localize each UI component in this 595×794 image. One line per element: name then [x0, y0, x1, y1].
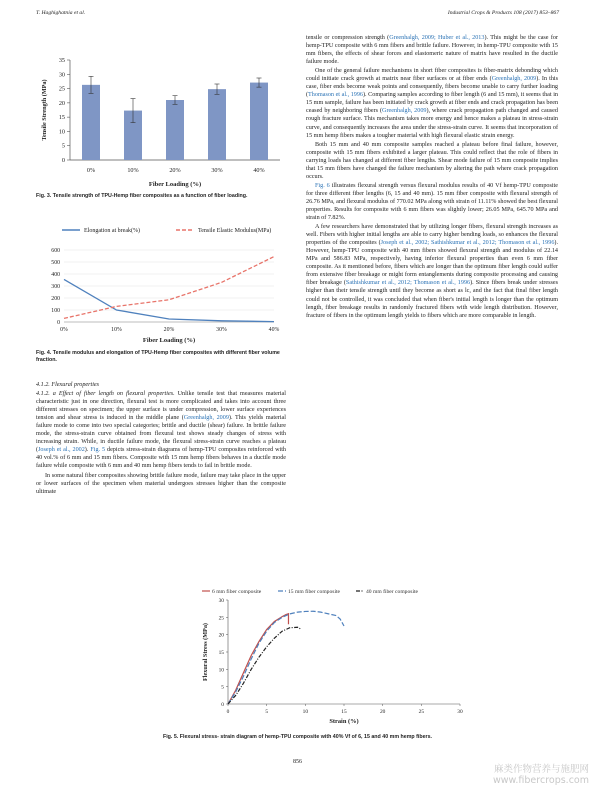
- paragraph: 4.1.2. a Effect of fiber length on flexural properties. Unlike tensile test that measures material characteristic just in one direction, flexural test is more complicated and takes into account three different stresses on specimen; the upper surface is under compression, lower surface experiences tension and shear stress is induced in the middle plane (Greenhalgh, 2009). This yields material failure mode to come into two special categories; brittle and ductile (shear) failure. In brittle failure mode, the stress-strain curve obtained from flexural test shows steady changes of stress with increasing strain. While, in ductile failure mode, the flexural stress-strain curve reaches a plateau (Joseph et al., 2002). Fig. 5 depicts stress-strain diagrams of hemp-TPU composites reinforced with 40 vol.% of 6 mm and 15 mm fibers. Composite with 15 mm hemp fibers behaves in a ductile mode failure while composite with 6 mm and 40 mm hemp fibers tends to fail in brittle mode.: [36, 391, 286, 470]
- y-tick-label: 0: [221, 702, 224, 708]
- x-tick-label: 25: [418, 709, 425, 715]
- legend-label: 40 mm fiber composite: [366, 589, 419, 595]
- paragraph: Both 15 mm and 40 mm composite samples reached a plateau before final failure, however, composite with 15 mm fibers exhibited a larger plateau. This could reflect that the role of fibers in carrying loads has changed at different fiber lengths. Shear mode failure of 15 mm composite implies that 15 mm fibers have changed the failure mechanism by altering the path where crack propagation occurs.: [306, 141, 558, 180]
- bar: [166, 100, 184, 160]
- fig3-caption: Fig. 3. Tensile strength of TPU-Hemp fiber composites as a function of fiber loading.: [36, 193, 248, 199]
- y-tick-label: 400: [51, 272, 60, 278]
- y-tick-label: 30: [218, 598, 224, 604]
- citation-link[interactable]: Thomason et al., 1996: [308, 92, 363, 99]
- y-tick-label: 300: [51, 284, 60, 290]
- figure-link[interactable]: Fig. 5: [90, 447, 106, 454]
- y-axis-label: Tensile Strength (MPa): [41, 79, 48, 141]
- fig3-chart: [36, 54, 286, 190]
- y-tick-label: 20: [218, 632, 224, 639]
- series-line: [228, 611, 344, 704]
- y-tick-label: 0: [57, 320, 60, 326]
- x-tick-label: 30%: [211, 167, 223, 174]
- x-tick-label: 10: [302, 709, 309, 715]
- y-tick-label: 30: [58, 71, 65, 79]
- y-tick-label: 600: [51, 248, 60, 254]
- y-tick-label: 10: [218, 667, 224, 674]
- citation-link[interactable]: Sathishkumar et al., 2012; Thomason et al., 1996: [345, 280, 471, 287]
- x-tick-label: 10%: [111, 327, 122, 333]
- y-tick-label: 20: [58, 99, 65, 107]
- paragraph: Fig. 6 illustrates flexural strength versus flexural modulus results of 40 Vf hemp-TPU composite for three different fiber lengths (6, 15 and 40 mm). 15 mm fiber composite with flexural strength of 26.76 MPa, and flexural modulus of 770.02 MPa along with strain of 11.11% showed the best flexural properties. Results for composite with 6 mm fibers was slightly lower; 26.05 MPa, 645.70 MPa and strain of 7.82%.: [306, 182, 558, 222]
- running-header-journal: Industrial Crops & Products 108 (2017) 853–867: [447, 10, 559, 16]
- x-tick-label: 20: [379, 709, 386, 715]
- series-line: [228, 627, 301, 704]
- paragraph: One of the general failure mechanisms in short fiber composites is fiber-matrix debonding which could initiate crack growth at matrix near fiber surfaces or at fiber ends (Greenhalgh, 2009). In this case, fiber ends become weak points and consequently, fibers become unable to carry further loading (Thomason et al., 1996). Comparing samples according to fiber length (6 and 15 mm), it seems that in 15 mm sample, failure has been initiated by crack growth at fiber ends and crack propagation has been ceased by neighboring fibers (Greenhalgh, 2009), where crack propagation path changed and caused rough fracture surface. This mechanism takes more energy and hence makes a plateau in stress-strain curve, and consequently increases the area under the stress-strain curve. It seems that incorporation of 15 mm hemp fibers makes a tougher material with high flexural elastic strain energy.: [306, 68, 559, 139]
- subsection-heading: 4.1.2. a Effect of fiber length on flexural properties.: [36, 391, 175, 398]
- y-tick-label: 25: [218, 615, 224, 622]
- x-tick-label: 5: [265, 709, 269, 715]
- citation-link[interactable]: Joseph et al., 2002: [38, 447, 85, 454]
- fig5-caption: Fig. 5. Flexural stress- strain diagram of hemp-TPU composite with 40% Vf of 6, 15 and 40 mm hemp fibers.: [162, 734, 433, 740]
- figure-link[interactable]: Fig. 6: [315, 182, 330, 189]
- y-tick-label: 200: [51, 296, 60, 302]
- x-tick-label: 20%: [169, 167, 181, 174]
- x-tick-label: 30%: [216, 327, 227, 333]
- fig5-chart: [196, 586, 468, 730]
- fig4-caption: Fig. 4. Tensile modulus and elongation of TPU-Hemp fiber composites with different fiber volume fraction.: [36, 350, 280, 363]
- right-column-text: [306, 34, 558, 321]
- x-tick-label: 0: [226, 709, 230, 715]
- x-tick-label: 40%: [253, 167, 265, 174]
- x-tick-label: 10%: [127, 167, 139, 174]
- legend-label: Tensile Elastic Modulus(MPa): [198, 228, 272, 234]
- series-line: [64, 257, 274, 319]
- page-number: 856: [293, 759, 302, 765]
- fig4-chart: [36, 222, 286, 346]
- bar: [208, 89, 226, 160]
- x-axis-label: Fiber Loading (%): [148, 181, 202, 188]
- legend-label: 15 mm fiber composite: [288, 589, 341, 595]
- y-tick-label: 35: [58, 57, 65, 64]
- citation-link[interactable]: Greenhalgh, 2009: [491, 76, 537, 83]
- watermark: [493, 764, 589, 786]
- series-line: [64, 279, 274, 321]
- citation-link[interactable]: Greenhalgh, 2009: [183, 415, 229, 422]
- x-tick-label: 20%: [163, 327, 175, 333]
- running-header-authors: T. Haghighatnia et al.: [36, 10, 86, 16]
- citation-link[interactable]: Greenhalgh, 2009; Huber et al., 2013: [389, 35, 485, 41]
- x-tick-label: 40%: [268, 327, 280, 333]
- y-tick-label: 15: [58, 114, 65, 122]
- left-column-text: [36, 381, 286, 497]
- y-tick-label: 10: [58, 128, 65, 136]
- x-tick-label: 0%: [86, 167, 96, 174]
- legend-label: Elongation at break(%): [84, 228, 140, 234]
- y-tick-label: 100: [51, 308, 60, 314]
- citation-link[interactable]: Joseph et al., 2002; Sathishkumar et al., 2012; Thomason et al., 1996: [380, 240, 555, 247]
- y-tick-label: 5: [61, 142, 65, 150]
- bar: [250, 83, 268, 160]
- x-tick-label: 15: [341, 709, 347, 715]
- section-heading: 4.1.2. Flexural properties: [36, 382, 100, 388]
- watermark-line: www.fibercrops.com: [492, 775, 589, 786]
- citation-link[interactable]: Greenhalgh, 2009: [382, 108, 427, 115]
- x-tick-label: 0%: [60, 327, 68, 333]
- x-axis-label: Fiber Loading (%): [142, 337, 196, 344]
- x-axis-label: Strain (%): [329, 718, 359, 725]
- y-tick-label: 25: [58, 85, 65, 93]
- y-axis-label: Flexural Stress (MPa): [202, 623, 209, 681]
- x-tick-label: 30: [457, 709, 463, 715]
- watermark-line: 麻类作物营养与施肥网: [493, 764, 589, 775]
- y-tick-label: 0: [61, 157, 65, 164]
- paragraph: In some natural fiber composites showing brittle failure mode, failure may take place in the upper or lower surfaces of the specimen when material undergoes stresses higher than the composite ultimate: [36, 472, 286, 495]
- bar: [82, 85, 100, 160]
- y-tick-label: 15: [218, 650, 224, 656]
- paragraph: tensile or compression strength (Greenhalgh, 2009; Huber et al., 2013). This might be the case for hemp-TPU composite with 6 mm fibers and brittle failure. However, in hemp-TPU composite with 15 mm fibers, the effects of shear forces and elastomeric nature of matrix have resulted in the ductile failure mode.: [306, 35, 558, 66]
- legend-label: 6 mm fiber composite: [212, 589, 262, 595]
- y-tick-label: 500: [51, 260, 60, 266]
- y-tick-label: 5: [221, 684, 224, 691]
- paragraph: A few researchers have demonstrated that by utilizing longer fibers, flexural strength increases as well. Fibers with higher initial lengths are able to carry higher bending loads, so enhances the flexural properties of the composites (Joseph et al., 2002; Sathishkumar et al., 2012; Thomason et al., 1996). However, hemp-TPU composite with 40 mm fibers showed flexural strength and modulus of 22.14 MPa and 586.83 MPa, respectively, having inferior flexural properties than even 6 mm fiber composite. As it mentioned before, fibers which are longer than the optimum fiber length could suffer from extensive fiber breakage or might form entanglements during composite processing and causing fiber breakage (Sathishkumar et al., 2012; Thomason et al., 1996). Since fibers break under stresses higher than their tensile strength until they become as short as lc, and the fact that final fiber length could not be controlled, it was concluded that when fiber's initial length is longer than the optimum length, fiber breakage results in randomly fractured fibers with wide length distribution. However, fracture of fibers in the optimum length yields to fibers which are more comparable in length.: [306, 224, 558, 319]
